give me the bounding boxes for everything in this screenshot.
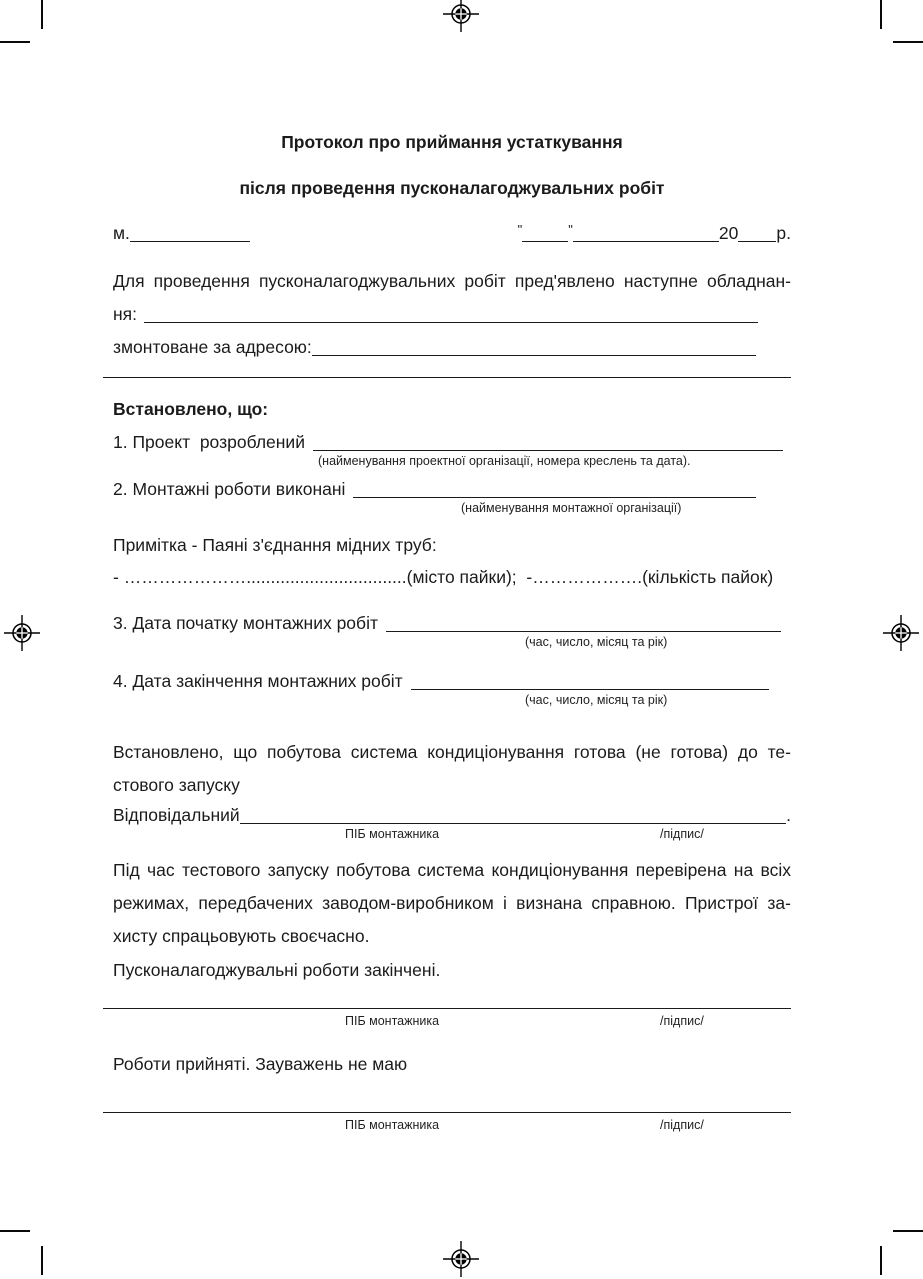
note-line2: - ………………….................................(місто пайки); -……………….(кількість пайок) [113, 567, 774, 587]
document-body [113, 0, 791, 1275]
city-field [113, 222, 250, 244]
city-blank-line [130, 238, 250, 242]
day-blank-line [522, 238, 568, 242]
established-heading: Встановлено, що: [113, 399, 269, 419]
quote-mark: " [568, 222, 573, 237]
crop-mark [41, 1246, 43, 1275]
sentence-period: . [786, 805, 791, 825]
month-blank-line [573, 238, 719, 242]
field-end-date [113, 670, 769, 692]
crop-mark [893, 41, 923, 43]
field-project-developed [113, 431, 783, 453]
field-caption: (найменування монтажної організації) [461, 501, 682, 515]
installer-name-caption: ПІБ монтажника [345, 827, 440, 841]
year-blank-line [738, 238, 776, 242]
equipment-field [113, 303, 758, 325]
paragraph-test-line3: хисту спрацьовують своєчасно. [113, 926, 370, 946]
crop-mark [893, 1230, 923, 1232]
crop-mark [880, 1246, 882, 1275]
registration-target-icon [881, 613, 921, 653]
registration-target-icon [2, 613, 42, 653]
crop-mark [0, 1230, 30, 1232]
document-title-line2: після проведення пусконалагоджувальних робіт [239, 178, 665, 198]
field-start-date [113, 612, 781, 634]
blank-line [313, 447, 783, 451]
paragraph-test-line2: режимах, передбачених заводом-виробником і визнана справною. Пристрої за- [113, 893, 791, 913]
address-field [113, 336, 756, 358]
signature-blank-line [103, 1112, 791, 1113]
paragraph-finished: Пусконалагоджувальні роботи закінчені. [113, 960, 441, 980]
signature-caption: /підпис/ [660, 827, 704, 841]
address-extra-blank-line [103, 377, 791, 378]
field-responsible [113, 804, 791, 826]
installer-name-caption: ПІБ монтажника [345, 1118, 440, 1132]
date-field [518, 222, 791, 246]
field-caption: (найменування проектної організації, номера креслень та дата). [318, 454, 691, 468]
field-label: 3. Дата початку монтажних робіт [113, 613, 378, 633]
quote-mark: " [517, 222, 523, 237]
responsible-label: Відповідальний [113, 805, 240, 825]
crop-mark [0, 41, 30, 43]
city-label: м. [113, 223, 130, 243]
field-label: 2. Монтажні роботи виконані [113, 479, 346, 499]
year-suffix: р. [776, 223, 791, 243]
paragraph-accepted: Роботи прийняті. Зауважень не маю [113, 1054, 408, 1074]
year-prefix: 20 [718, 223, 739, 243]
installer-name-caption: ПІБ монтажника [345, 1014, 440, 1028]
blank-line [386, 628, 781, 632]
equipment-blank-line [144, 319, 758, 323]
signature-caption: /підпис/ [660, 1118, 704, 1132]
city-date-row [113, 222, 791, 246]
note-line1: Примітка - Паяні з'єднання мідних труб: [113, 535, 437, 555]
crop-mark [880, 0, 882, 29]
responsible-blank-line [240, 820, 786, 824]
crop-mark [41, 0, 43, 29]
blank-line [411, 686, 769, 690]
address-label: змонтоване за адресою: [113, 337, 312, 357]
signature-blank-line [103, 1008, 791, 1009]
field-installation-done [113, 478, 756, 500]
field-label: 4. Дата закінчення монтажних робіт [113, 671, 403, 691]
equipment-label: ня: [113, 304, 138, 324]
blank-line [353, 494, 756, 498]
paragraph-ready-line2: стового запуску [113, 775, 240, 795]
field-caption: (час, число, місяц та рік) [525, 693, 668, 707]
document-title-line1: Протокол про приймання устаткування [281, 132, 623, 152]
paragraph-test-line1: Під час тестового запуску побутова система кондиціонування перевірена на всіх [113, 860, 791, 880]
paragraph-ready-line1: Встановлено, що побутова система кондиціонування готова (не готова) до те- [113, 742, 791, 762]
field-label: 1. Проект розроблений [113, 432, 305, 452]
signature-caption: /підпис/ [660, 1014, 704, 1028]
field-caption: (час, число, місяц та рік) [525, 635, 668, 649]
paragraph-equipment-line1: Для проведення пусконалагоджувальних робіт пред'явлено наступне обладнан- [113, 271, 791, 291]
address-blank-line [312, 352, 756, 356]
